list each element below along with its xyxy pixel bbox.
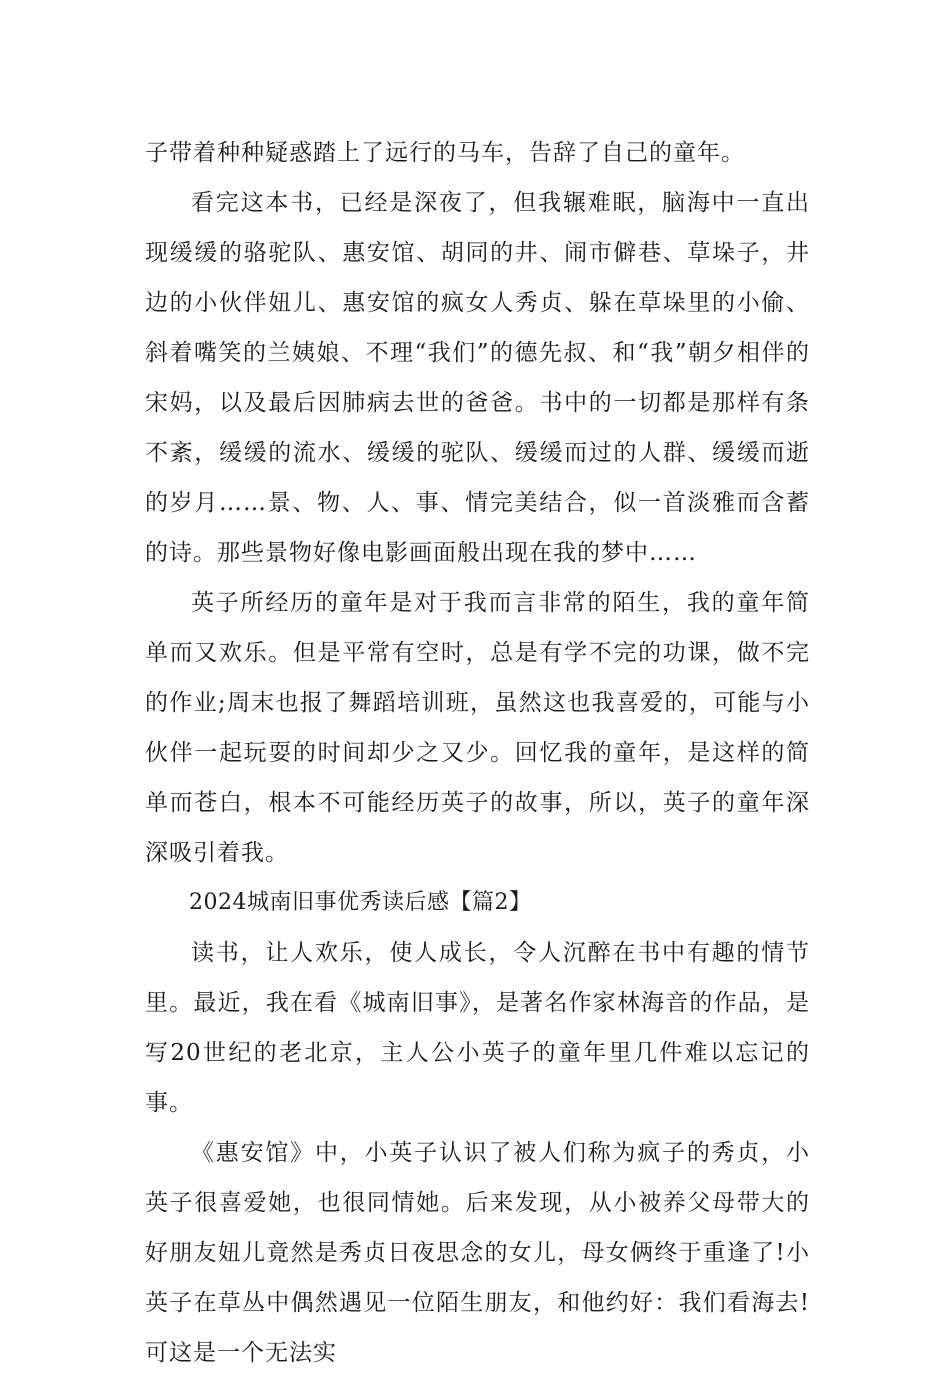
paragraph-night-reflection: 看完这本书，已经是深夜了，但我辗难眠，脑海中一直出现缓缓的骆驼队、惠安馆、胡同的井、闹市僻巷、草垛子，井边的小伙伴妞儿、惠安馆的疯女人秀贞、躲在草垛里的小偷、斜着嘴笑的兰姨娘、不理“我们”的德先叔、和“我”朝夕相伴的宋妈，以及最后因肺病去世的爸爸。书中的一切都是那样有条不紊，缓缓的流水、缓缓的驼队、缓缓而过的人群、缓缓而逝的岁月……景、物、人、事、情完美结合，似一首淡雅而含蓄的诗。那些景物好像电影画面般出现在我的梦中…… [145,190,810,566]
section-heading: 2024城南旧事优秀读后感【篇2】 [189,890,532,915]
document-body [145,128,810,1378]
paragraph-my-childhood: 英子所经历的童年是对于我而言非常的陌生，我的童年简单而又欢乐。但是平常有空时，总是有学不完的功课，做不完的作业;周末也报了舞蹈培训班，虽然这也我喜爱的，可能与小伙伴一起玩耍的时间却少之又少。回忆我的童年，是这样的简单而苍白，根本不可能经历英子的故事，所以，英子的童年深深吸引着我。 [145,590,810,866]
paragraph-continuation: 子带着种种疑惑踏上了远行的马车，告辞了自己的童年。 [145,140,745,166]
paragraph-reading-intro: 读书，让人欢乐，使人成长，令人沉醉在书中有趣的情节里。最近，我在看《城南旧事》，是著名作家林海音的作品，是写20世纪的老北京，主人公小英子的童年里几件难以忘记的事。 [145,940,810,1116]
paragraph-huian-guan: 《惠安馆》中，小英子认识了被人们称为疯子的秀贞，小英子很喜爱她，也很同情她。后来发现，从小被养父母带大的好朋友妞儿竟然是秀贞日夜思念的女儿，母女俩终于重逢了!小英子在草丛中偶然遇见一位陌生朋友，和他约好：我们看海去!可这是一个无法实 [145,1140,810,1366]
